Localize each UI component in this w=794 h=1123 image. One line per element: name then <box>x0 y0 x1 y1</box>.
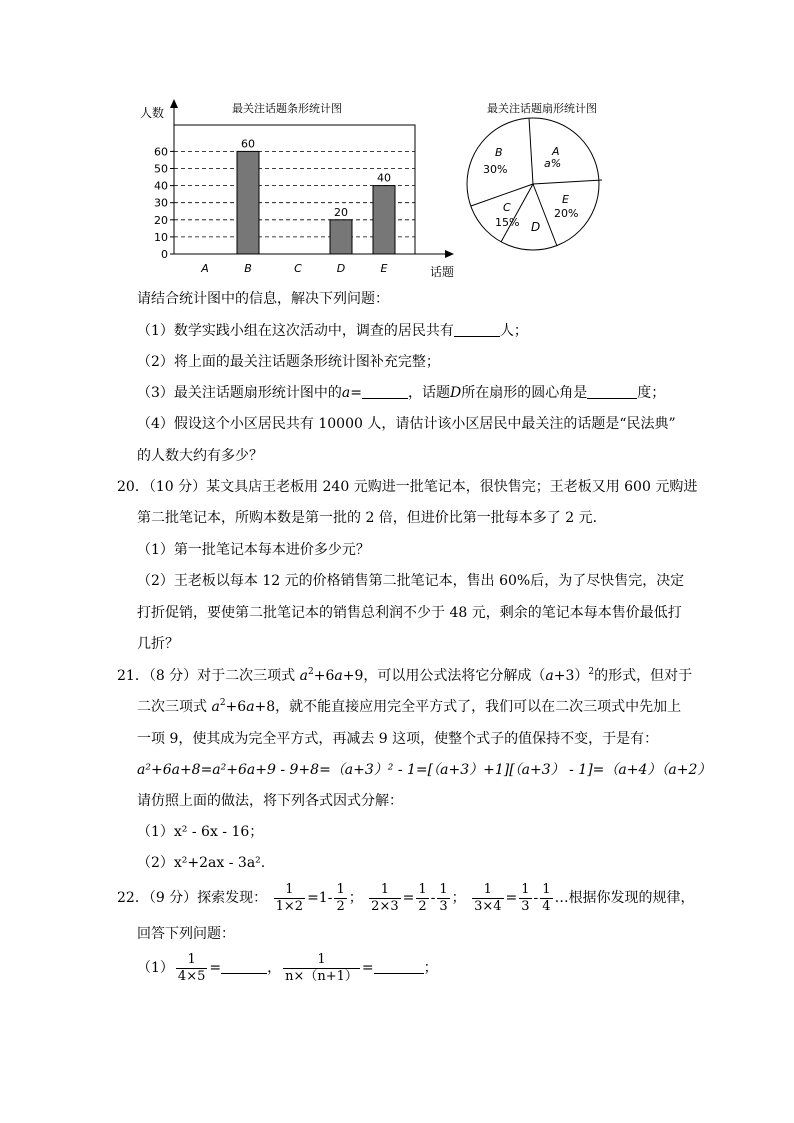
q21-var: a <box>246 699 255 715</box>
q21-line3: 一项 9，使其成为完全平方式，再减去 9 这项，使整个式子的值保持不变，于是有： <box>137 731 659 747</box>
fraction <box>369 882 400 915</box>
bar-chart-x-label: 话题 <box>430 265 455 279</box>
q22-line1: 22．（9 分）探索发现： $\frac{1}{1\times 2}$ =1- $\frac{1}{2}$ ； $\frac{1}{2\times 3}$ = $\frac{1}{2}$ - $\frac{1}{3}$ ； $\frac{1}{3\times 4}$ = $\frac{1}{3}$ - $\frac{1}{4}$ …根据你发现的规律， <box>117 881 695 914</box>
fraction-numerator: 1 <box>542 881 551 897</box>
y-tick-label: 20 <box>154 213 168 227</box>
y-tick-label: 40 <box>154 179 168 193</box>
category-label-D: D <box>336 262 346 275</box>
bar-E <box>373 186 395 254</box>
fraction <box>416 882 428 915</box>
q19-part3-angle: 所在扇形的圆心角是 <box>461 385 588 401</box>
bar-value-label: 40 <box>377 171 391 185</box>
fraction-denominator: 4×5 <box>177 968 206 984</box>
q19-part3 <box>137 383 665 403</box>
bar-chart-y-label: 人数 <box>140 106 165 120</box>
pie-label-a: A <box>552 145 560 158</box>
y-tick-label: 30 <box>154 196 168 210</box>
pie-label-c: C <box>503 201 511 214</box>
pie-divider-b <box>471 184 533 206</box>
q22-part1-blank-a[interactable] <box>221 959 267 974</box>
q21-sup: 2 <box>219 698 226 708</box>
pie-label-b: B <box>495 146 503 159</box>
bar-value-label: 60 <box>241 137 255 151</box>
q21-line1 <box>117 666 692 686</box>
fraction-numerator: 1 <box>521 881 530 897</box>
fraction-denominator: 1×2 <box>275 898 304 914</box>
y-tick-label: 10 <box>154 230 168 244</box>
fraction-numerator: 1 <box>418 881 427 897</box>
q19-part3-var: a <box>341 385 351 401</box>
fraction-numerator: 1 <box>380 881 390 897</box>
q21-var: a <box>545 668 554 684</box>
x-axis-arrow <box>445 250 454 258</box>
q21-text: +8，就不能直接应用完全平方式了，我们可以在二次三项式中先加上 <box>254 699 682 715</box>
pie-label-d: D <box>531 220 541 234</box>
q21-line2 <box>137 697 681 717</box>
q21-text: +9，可以用公式法将它分解成（ <box>342 668 546 684</box>
q22-line2: 回答下列问题： <box>137 926 235 942</box>
q21-var: a <box>299 668 308 684</box>
bar-D <box>330 220 352 254</box>
q20-line2: 第二批笔记本，所购本数是第一批的 2 倍，但进价比第一批每本多了 2 元． <box>137 510 607 526</box>
q21-text: +6 <box>313 668 335 684</box>
fraction-denominator: 3 <box>521 898 530 914</box>
bar-chart <box>130 95 460 280</box>
q20-line5: 打折促销，要使第二批笔记本的销售总利润不少于 48 元，剩余的笔记本每本售价最低打 <box>137 605 682 621</box>
q19-part3-blank-b[interactable] <box>587 384 637 399</box>
fraction-numerator: 1 <box>285 881 294 897</box>
q22-sep: ， <box>267 960 282 976</box>
q22-text: …根据你发现的规律， <box>554 890 695 906</box>
q19-part3-d: D <box>450 385 462 401</box>
pie-label-e: E <box>562 193 569 206</box>
q22-head: 22．（9 分）探索发现： <box>117 890 268 906</box>
fraction-denominator: 3 <box>439 898 448 914</box>
q19-intro: 请结合统计图中的信息，解决下列问题： <box>137 291 389 307</box>
q19-part1-blank[interactable] <box>454 322 500 337</box>
bar-B <box>237 151 259 254</box>
q20-line4: （2）王老板以每本 12 元的价格销售第二批笔记本，售出 60%后，为了尽快售完，决定 <box>137 573 685 589</box>
q21-part1: （1）x² - 6x - 16； <box>137 824 264 840</box>
q22-end: ； <box>423 960 438 976</box>
fraction <box>540 882 552 915</box>
q21-sup: 2 <box>307 667 314 677</box>
pie-divider-e <box>533 180 602 184</box>
pie-chart-title: 最关注话题扇形统计图 <box>487 102 597 115</box>
category-label-C: C <box>294 262 302 275</box>
q21-text: 二次三项式 <box>137 699 212 715</box>
bar-value-label: 20 <box>334 205 348 219</box>
q21-text: +6 <box>225 699 247 715</box>
fraction <box>437 882 449 915</box>
pie-pct-e: 20% <box>554 207 579 220</box>
q19-part1-text: （1）数学实践小组在这次活动中，调查的居民共有 <box>137 323 454 339</box>
category-label-A: A <box>201 262 209 275</box>
q21-var: a <box>211 699 220 715</box>
equals: =1- <box>307 890 333 906</box>
q22-part1-blank-b[interactable] <box>374 959 424 974</box>
fraction-numerator: 1 <box>336 881 345 897</box>
pie-pct-c: 15% <box>495 216 520 229</box>
fraction-denominator: 4 <box>542 898 551 914</box>
category-label-E: E <box>380 262 388 275</box>
fraction <box>176 952 207 985</box>
q20-line6: 几折？ <box>137 636 179 652</box>
pie-pct-a: a% <box>544 157 562 170</box>
q21-var: a <box>334 668 343 684</box>
q21-line5: 请仿照上面的做法，将下列各式因式分解： <box>137 793 403 809</box>
q22-part1: （1） $\frac{1}{4\times 5}$ = ， $\frac{1}{n\times(n+1)}$ = ； <box>137 951 438 984</box>
fraction <box>519 882 531 915</box>
q20-line3: （1）第一批笔记本每本进价多少元？ <box>137 542 370 558</box>
bar-chart-title: 最关注话题条形统计图 <box>232 102 342 115</box>
y-tick-label: 0 <box>161 248 168 261</box>
q19-part2: （2）将上面的最关注话题条形统计图补充完整； <box>137 354 440 370</box>
fraction-denominator: n×（n+1） <box>285 968 358 984</box>
fraction <box>274 882 305 915</box>
fraction-denominator: 2 <box>336 898 345 914</box>
q21-text: 的形式，但对于 <box>594 668 693 684</box>
q22-part1-head: （1） <box>137 960 174 976</box>
fraction-numerator: 1 <box>483 881 492 897</box>
pie-chart <box>462 95 612 260</box>
q19-part3-text: （3）最关注话题扇形统计图中的 <box>137 385 342 401</box>
category-label-B: B <box>244 262 252 275</box>
q19-part1 <box>137 321 528 341</box>
q21-part2: （2）x²+2ax - 3a². <box>137 855 266 871</box>
q19-part3-blank-a[interactable] <box>362 384 408 399</box>
y-axis-arrow <box>170 99 178 108</box>
y-tick-label: 50 <box>154 162 168 176</box>
q19-part4-line2: 的人数大约有多少？ <box>137 448 263 464</box>
pie-pct-b: 30% <box>483 163 508 176</box>
fraction-denominator: 2 <box>418 898 427 914</box>
q21-line1-head: 21．（8 分）对于二次三项式 <box>117 668 300 684</box>
q20-line1: 20．（10 分）某文具店王老板用 240 元购进一批笔记本，很快售完；王老板又用 600 元购进 <box>117 479 698 495</box>
q19-part3-topic: ，话题 <box>408 385 451 401</box>
q19-part4-line1: （4）假设这个小区居民共有 10000 人，请估计该小区居民中最关注的话题是“民法典” <box>137 416 676 432</box>
fraction-numerator: 1 <box>187 951 196 967</box>
fraction-denominator: 2×3 <box>371 898 399 914</box>
y-tick-label: 60 <box>154 145 168 159</box>
q21-text: +3） <box>553 668 589 684</box>
q19-part1-end: 人； <box>499 323 528 339</box>
fraction-numerator: 1 <box>439 881 448 897</box>
fraction <box>283 952 360 985</box>
fraction-numerator: 1 <box>317 951 326 967</box>
fraction-denominator: 3×4 <box>474 898 502 914</box>
fraction <box>472 882 503 915</box>
q21-line4: a²+6a+8=a²+6a+9 - 9+8=（a+3）² - 1=[（a+3）+1][（a+3） - 1]=（a+4）（a+2） <box>137 762 712 778</box>
fraction <box>334 882 346 915</box>
q19-part3-eq: = <box>350 385 363 401</box>
q19-part3-end: 度； <box>637 385 666 401</box>
pie-divider-a <box>529 118 533 184</box>
q21-sup: 2 <box>588 667 595 677</box>
